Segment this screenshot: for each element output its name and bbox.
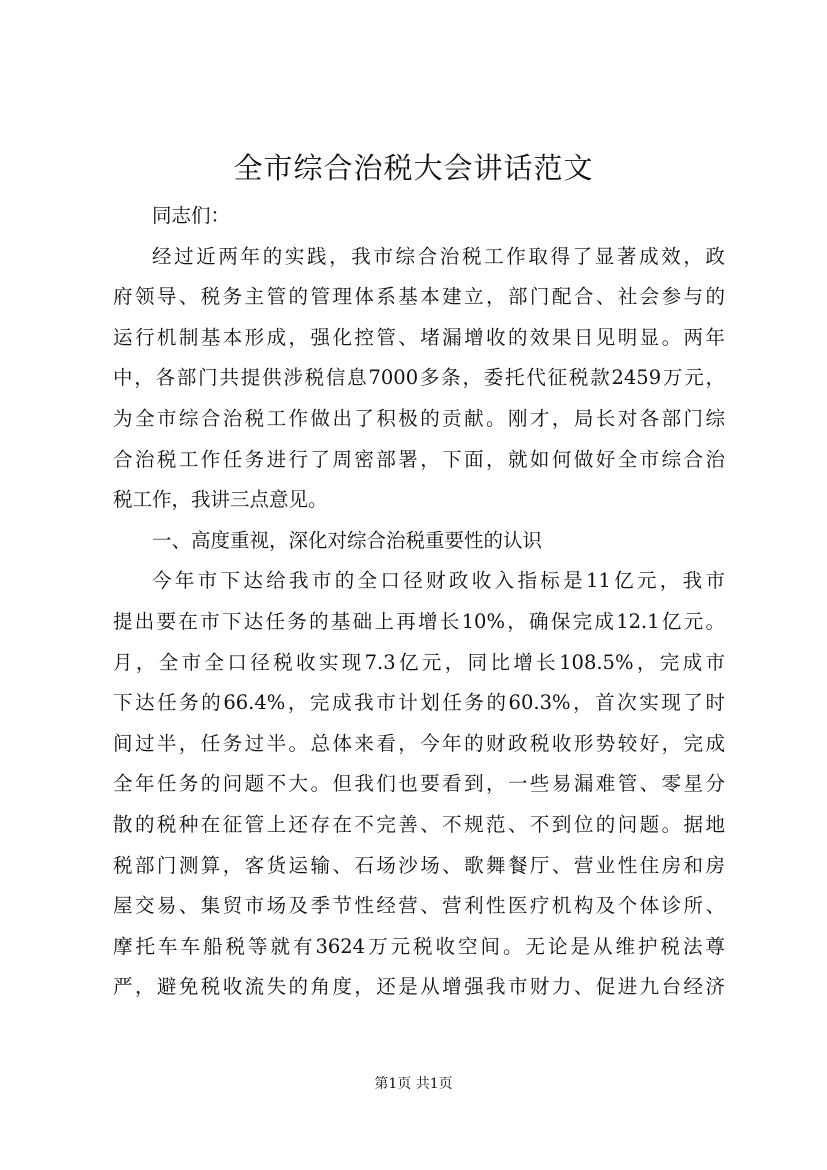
text-line: 税部门测算，客货运输、石场沙场、歌舞餐厅、营业性住房和房 bbox=[113, 853, 725, 877]
text-line: 一、高度重视，深化对综合治税重要性的认识 bbox=[152, 528, 543, 552]
text-line: 摩托车车船税等就有3624万元税收空间。无论是从维护税法尊 bbox=[113, 934, 725, 958]
text-line: 下达任务的66.4%，完成我市计划任务的60.3%，首次实现了时 bbox=[113, 691, 725, 715]
text-line: 中，各部门共提供涉税信息7000多条，委托代征税款2459万元， bbox=[113, 366, 725, 390]
text-line: 月，全市全口径税收实现7.3亿元，同比增长108.5%，完成市 bbox=[113, 650, 725, 674]
text-line: 严，避免税收流失的角度，还是从增强我市财力、促进九台经济 bbox=[113, 975, 725, 999]
text-line: 同志们： bbox=[152, 204, 231, 227]
text-line: 全年任务的问题不大。但我们也要看到，一些易漏难管、零星分 bbox=[113, 772, 725, 796]
document-title: 全市综合治税大会讲话范文 bbox=[233, 151, 594, 185]
text-line: 提出要在市下达任务的基础上再增长10%，确保完成12.1亿元。 bbox=[113, 609, 725, 633]
text-line: 屋交易、集贸市场及季节性经营、营利性医疗机构及个体诊所、 bbox=[113, 894, 725, 918]
text-line: 经过近两年的实践，我市综合治税工作取得了显著成效，政 bbox=[152, 244, 725, 268]
text-line: 今年市下达给我市的全口径财政收入指标是11亿元，我市 bbox=[152, 569, 725, 593]
text-line: 运行机制基本形成，强化控管、堵漏增收的效果日见明显。两年 bbox=[113, 325, 725, 349]
text-line: 税工作，我讲三点意见。 bbox=[113, 488, 328, 512]
text-line: 散的税种在征管上还存在不完善、不规范、不到位的问题。据地 bbox=[113, 812, 725, 836]
text-line: 合治税工作任务进行了周密部署，下面，就如何做好全市综合治 bbox=[113, 447, 725, 471]
page-footer: 第1页 共1页 bbox=[374, 1076, 453, 1092]
text-line: 间过半，任务过半。总体来看，今年的财政税收形势较好，完成 bbox=[113, 731, 725, 755]
document-body bbox=[113, 196, 725, 1008]
text-line: 为全市综合治税工作做出了积极的贡献。刚才，局长对各部门综 bbox=[113, 406, 725, 430]
text-line: 府领导、税务主管的管理体系基本建立，部门配合、社会参与的 bbox=[113, 285, 725, 309]
